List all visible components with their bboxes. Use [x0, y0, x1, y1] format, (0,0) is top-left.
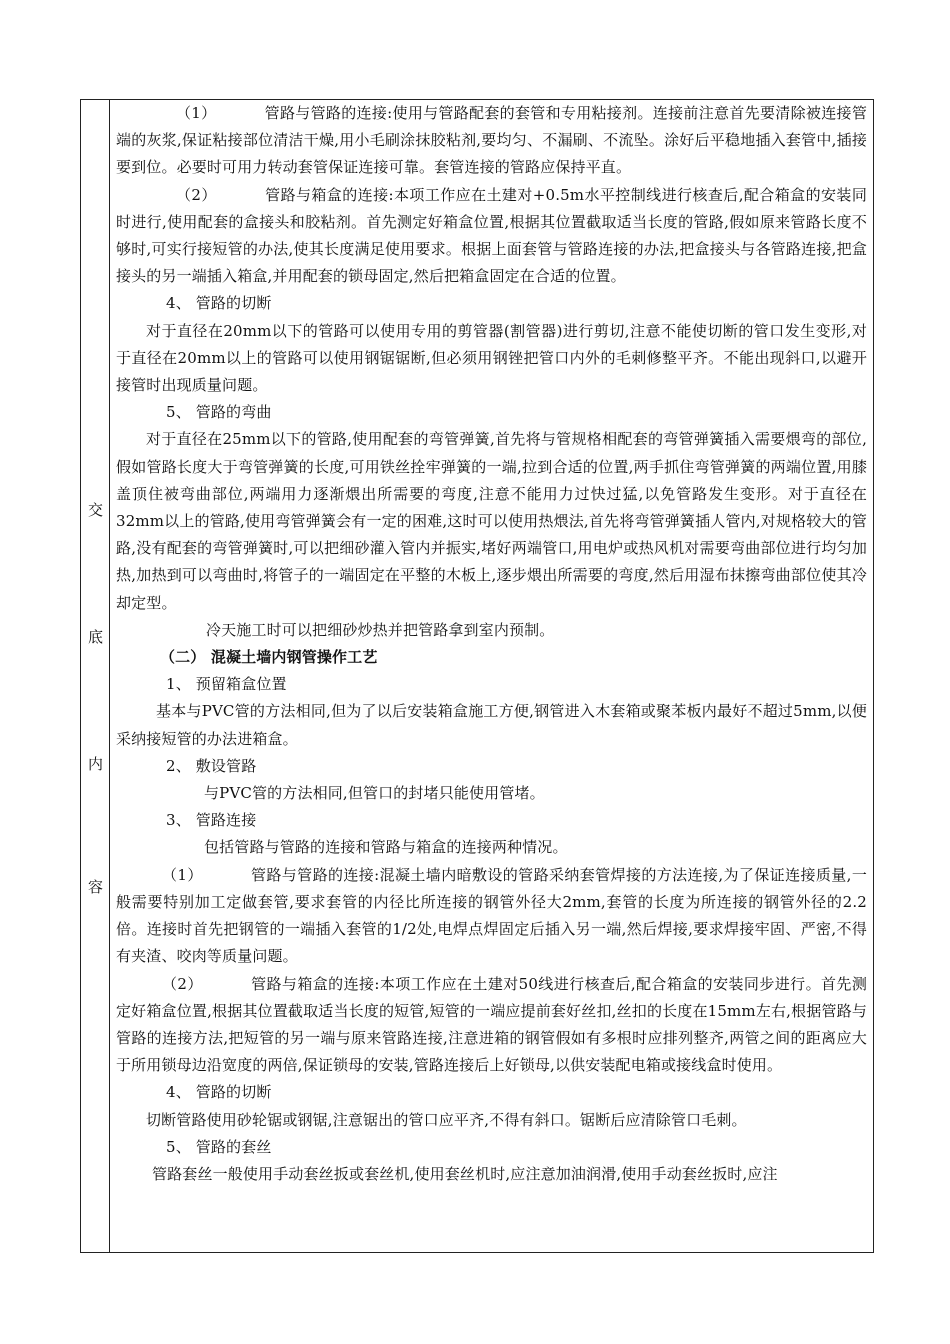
side-label-char: 底 — [87, 628, 103, 646]
section-heading: 3、 管路连接 — [166, 811, 257, 830]
paragraph: 与PVC管的方法相同,但管口的封堵只能使用管堵。 — [204, 784, 545, 803]
paragraph: （1） 管路与管路的连接:混凝土墙内暗敷设的管路采纳套管焊接的方法连接,为了保证连接质量,一般需要特别加工定做套管,要求套管的内径比所连接的钢管外径大2mm,套管的长度为所连接的钢管外径的2.2倍。连接时首先把钢管的一端插入套管的1/2处,电焊点焊固定后插入另一端,然后焊接,要求焊接牢固、严密,不得有夹渣、咬肉等质量问题。 — [116, 865, 867, 966]
item-number: （1） — [176, 104, 217, 122]
section-title: （二） 混凝土墙内钢管操作工艺 — [160, 648, 378, 667]
paragraph: 对于直径在25mm以下的管路,使用配套的弯管弹簧,首先将与管规格相配套的弯管弹簧插入需要煨弯的部位,假如管路长度大于弯管弹簧的长度,可用铁丝拴牢弹簧的一端,拉到合适的位置,两手抓住弯管弹簧的两端位置,用膝盖顶住被弯曲部位,两端用力逐渐煨出所需要的弯度,注意不能用力过快过猛,以免管路发生变形。对于直径在32mm以上的管路,使用弯管弹簧会有一定的困难,这时可以使用热煨法,首先将弯管弹簧插人管内,对规格较大的管路,没有配套的弯管弹簧时,可以把细砂灌入管内并振实,堵好两端管口,用电炉或热风机对需要弯曲部位进行均匀加热,加热到可以弯曲时,将管子的一端固定在平整的木板上,逐步煨出所需要的弯度,然后用湿布抹擦弯曲部位使其冷却定型。 — [116, 430, 867, 612]
section-heading: 2、 敷设管路 — [166, 756, 257, 775]
paragraph: 包括管路与管路的连接和管路与箱盒的连接两种情况。 — [204, 838, 568, 857]
content-cell — [110, 100, 873, 1252]
item-number: （2） — [176, 185, 217, 204]
section-heading: 4、 管路的切断 — [166, 1083, 272, 1102]
section-heading: 5、 管路的套丝 — [166, 1137, 272, 1156]
item-number: （1） — [162, 865, 203, 884]
side-label-char: 交 — [87, 501, 103, 519]
paragraph: 冷天施工时可以把细砂炒热并把管路拿到室内预制。 — [206, 620, 555, 639]
paragraph: 对于直径在20mm以下的管路可以使用专用的剪管器(割管器)进行剪切,注意不能使切断的管口发生变形,对于直径在20mm以上的管路可以使用钢锯锯断,但必须用钢锉把管口内外的毛刺修整平齐。不能出现斜口,以避开接管时出现质量问题。 — [116, 321, 867, 395]
side-label-char: 容 — [87, 878, 103, 896]
side-label-char: 内 — [87, 755, 103, 773]
paragraph: （2） 管路与箱盒的连接:本项工作应在土建对+0.5m水平控制线进行核查后,配合箱盒的安装同时进行,使用配套的盒接头和胶粘剂。首先测定好箱盒位置,根据其位置截取适当长度的管路,假如原来管路长度不够时,可实行接短管的办法,使其长度满足使用要求。根据上面套管与管路连接的办法,把盒接头与各管路连接,把盒接头的另一端插入箱盒,并用配套的锁母固定,然后把箱盒固定在合适的位置。 — [116, 185, 867, 286]
paragraph: 管路套丝一般使用手动套丝扳或套丝机,使用套丝机时,应注意加油润滑,使用手动套丝扳时,应注 — [152, 1164, 778, 1183]
section-heading: 4、 管路的切断 — [166, 294, 272, 313]
side-label-column — [81, 100, 110, 1252]
paragraph: （1） 管路与管路的连接:使用与管路配套的套管和专用粘接剂。连接前注意首先要清除被连接管端的灰浆,保证粘接部位清洁干燥,用小毛刷涂抹胶粘剂,要均匀、不漏刷、不流坠。涂好后平稳地插入套管中,插接要到位。必要时可用力转动套管保证连接可靠。套管连接的管路应保持平直。 — [116, 104, 867, 177]
item-number: （2） — [162, 974, 203, 993]
disclosure-table — [80, 99, 874, 1253]
section-heading: 1、 预留箱盒位置 — [166, 675, 287, 694]
paragraph: 基本与PVC管的方法相同,但为了以后安装箱盒施工方便,钢管进入木套箱或聚苯板内最好不超过5mm,以便采纳接短管的办法进箱盒。 — [116, 702, 867, 748]
paragraph: （2） 管路与箱盒的连接:本项工作应在土建对50线进行核查后,配合箱盒的安装同步进行。首先测定好箱盒位置,根据其位置截取适当长度的短管,短管的一端应提前套好丝扣,丝扣的长度在15mm左右,根据管路与管路的连接方法,把短管的另一端与原来管路连接,注意进箱的钢管假如有多根时应排列整齐,两管之间的距离应大于所用锁母边沿宽度的两倍,保证锁母的安装,管路连接后上好锁母,以供安装配电箱或接线盒时使用。 — [116, 974, 868, 1075]
section-heading: 5、 管路的弯曲 — [166, 403, 272, 422]
paragraph: 切断管路使用砂轮锯或钢锯,注意锯出的管口应平齐,不得有斜口。锯断后应清除管口毛刺。 — [146, 1110, 747, 1129]
